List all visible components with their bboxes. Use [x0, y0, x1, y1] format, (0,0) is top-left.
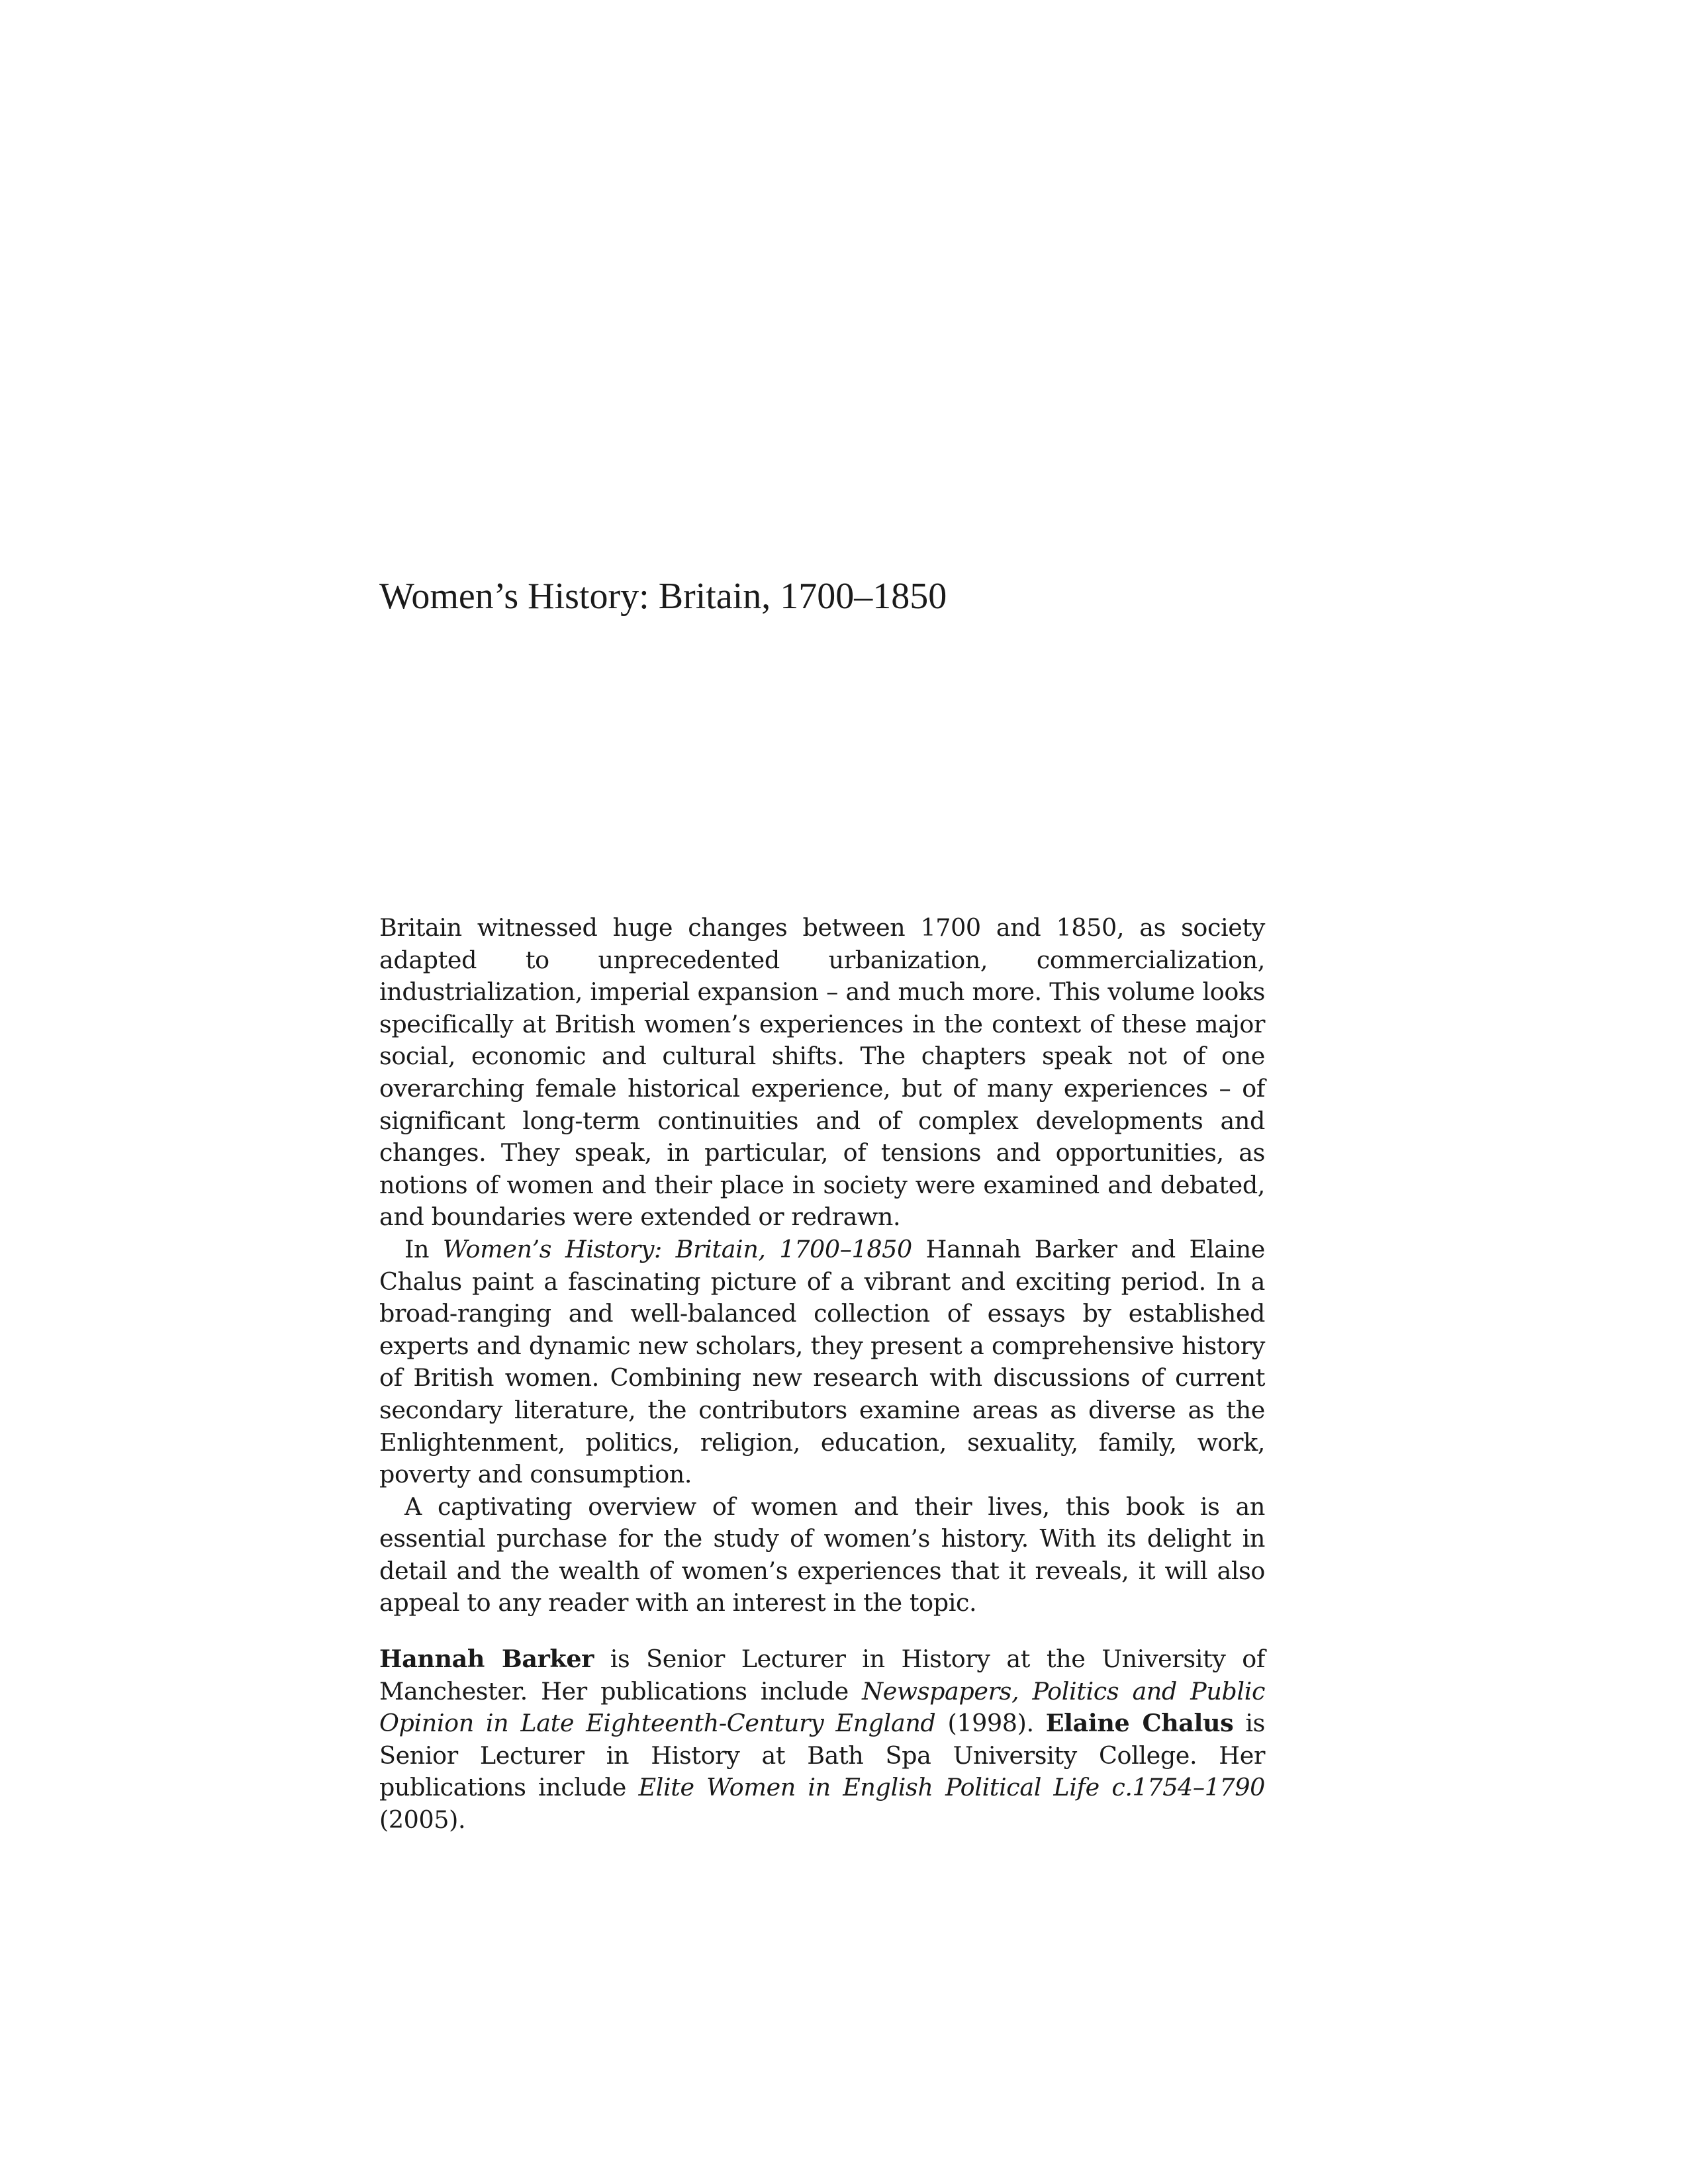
editor-biographies — [379, 1643, 1265, 1837]
paragraph-2-book-title: Women’s History: Britain, 1700–1850 — [442, 1234, 912, 1263]
bio-text-1: is Senior Lecturer in History at the University of Manchester. Her publications include — [379, 1645, 1265, 1706]
description-paragraph-1: Britain witnessed huge changes between 1700 and 1850, as society adapted to unprecedented urbanization, commercialization, industrialization, imperial expansion – and much more. This volume looks specifically at British women’s experiences in the context of these major social, economic and cultural shifts. The chapters speak not of one overarching female historical experience, but of many experiences – of significant long-term continuities and of complex developments and changes. They speak, in particular, of tensions and opportunities, as notions of women and their place in society were examined and debated, and boundaries were extended or redrawn. — [379, 913, 1265, 1232]
description-paragraph-3: A captivating overview of women and their lives, this book is an essential purchase for the study of women’s history. With its delight in detail and the wealth of women’s experiences that it reveals, it will also appeal to any reader with an interest in the topic. — [379, 1492, 1265, 1617]
chalus-publication-title: Elite Women in English Political Life c.1754–1790 — [638, 1773, 1265, 1802]
bio-text-2: (1998). — [935, 1709, 1046, 1738]
paragraph-2-rest: Hannah Barker and Elaine Chalus paint a fascinating picture of a vibrant and exciting period. In a broad-ranging and well-balanced collection of essays by established experts and dynamic new scholars, they present a comprehensive history of British women. Combining new research with discussions of current secondary literature, the contributors examine areas as diverse as the Enlightenment, politics, religion, education, sexuality, family, work, poverty and consumption. — [379, 1234, 1265, 1489]
paragraph-2-lead: In — [404, 1234, 443, 1263]
editor-name-barker: Hannah Barker — [379, 1645, 594, 1673]
description-paragraph-2 — [379, 1234, 1265, 1491]
barker-publication-title: Newspapers, Politics and Public Opinion in Late Eighteenth-Century England — [379, 1676, 1265, 1738]
bio-text-3: is Senior Lecturer in History at Bath Spa University College. Her publications include — [379, 1709, 1265, 1802]
book-description — [379, 912, 1265, 1619]
book-title: Women’s History: Britain, 1700–1850 — [379, 576, 947, 617]
bio-text-4: (2005). — [379, 1805, 466, 1834]
editor-name-chalus: Elaine Chalus — [1045, 1709, 1234, 1738]
